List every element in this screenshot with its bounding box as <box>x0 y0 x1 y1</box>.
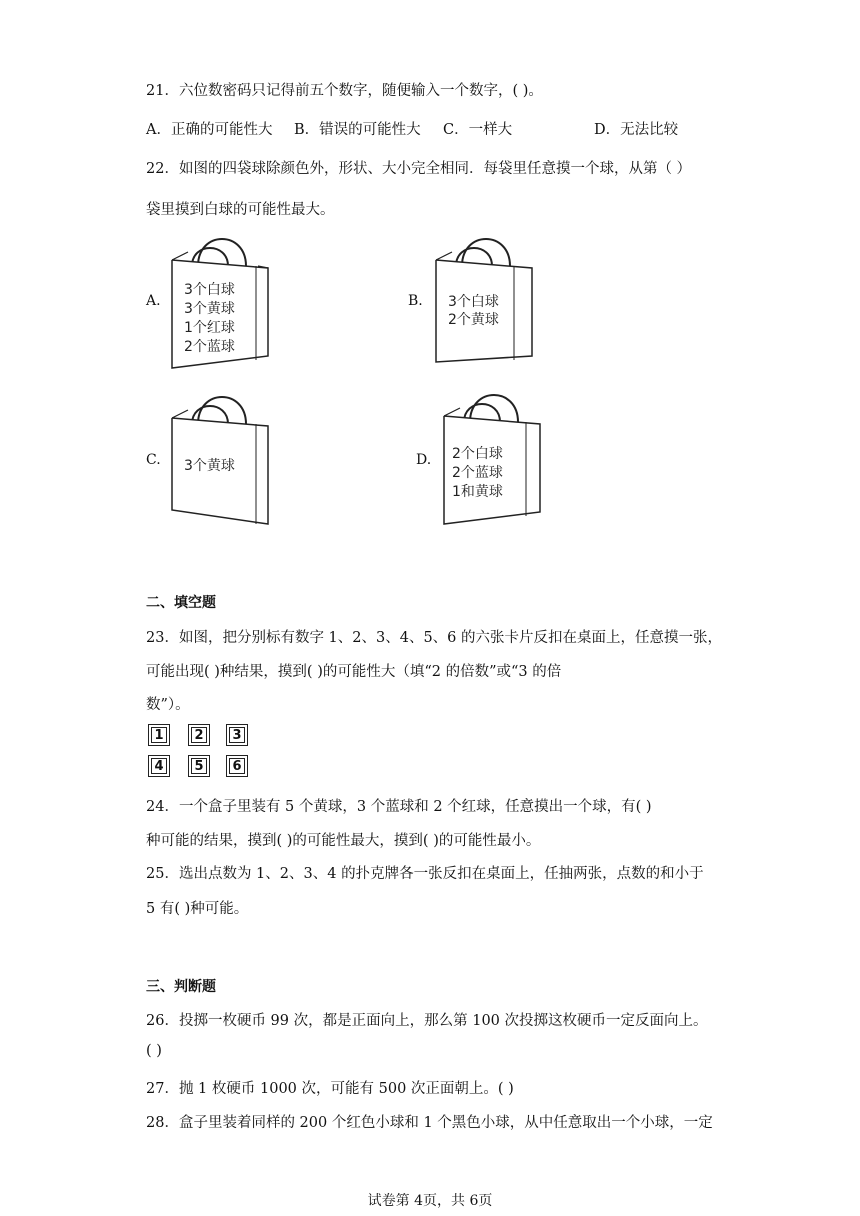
q21-option-b: B．错误的可能性大 <box>294 122 421 138</box>
q25-line2: 5 有( )种可能。 <box>146 901 249 917</box>
bag-b-line-2: 2个黄球 <box>448 312 499 328</box>
q22-line2: 袋里摸到白球的可能性最大。 <box>146 202 335 218</box>
q28-text: 28．盒子里装着同样的 200 个红色小球和 1 个黑色小球，从中任意取出一个小球，一定 <box>146 1115 713 1131</box>
q21-option-c: C．一样大 <box>443 122 513 138</box>
bag-a-line-1: 3个白球 <box>184 282 235 298</box>
bag-d-line-2: 2个蓝球 <box>452 465 503 481</box>
bag-d-image <box>440 388 544 528</box>
q27-text: 27．抛 1 枚硬币 1000 次，可能有 500 次正面朝上。( ) <box>146 1081 514 1097</box>
bag-a-line-4: 2个蓝球 <box>184 339 235 355</box>
section-fill-in-heading: 二、填空题 <box>146 595 216 611</box>
card-4: 4 <box>148 755 170 777</box>
card-1: 1 <box>148 724 170 746</box>
q25-line1: 25．选出点数为 1、2、3、4 的扑克牌各一张反扣在桌面上，任抽两张，点数的和小于 <box>146 866 704 882</box>
bag-d-line-3: 1和黄球 <box>452 484 503 500</box>
q23-line1: 23．如图，把分别标有数字 1、2、3、4、5、6 的六张卡片反扣在桌面上，任意摸一张， <box>146 630 723 646</box>
bag-a-label: A. <box>146 293 161 309</box>
q24-line2: 种可能的结果，摸到( )的可能性最大，摸到( )的可能性最小。 <box>146 833 541 849</box>
q23-line3: 数”）。 <box>146 697 190 713</box>
bag-a-line-2: 3个黄球 <box>184 301 235 317</box>
q26-line2: ( ) <box>146 1043 162 1059</box>
q21-option-d: D．无法比较 <box>594 122 679 138</box>
card-2: 2 <box>188 724 210 746</box>
card-6: 6 <box>226 755 248 777</box>
bag-b-image <box>432 232 536 372</box>
bag-c-label: C. <box>146 452 161 468</box>
q24-line1: 24．一个盒子里装有 5 个黄球，3 个蓝球和 2 个红球，任意摸出一个球，有( ) <box>146 799 652 815</box>
q22-line1: 22．如图的四袋球除颜色外，形状、大小完全相同．每袋里任意摸一个球，从第（ ） <box>146 161 692 177</box>
bag-d-line-1: 2个白球 <box>452 446 503 462</box>
q21-option-a: A．正确的可能性大 <box>146 122 273 138</box>
card-3: 3 <box>226 724 248 746</box>
q26-line1: 26．投掷一枚硬币 99 次，都是正面向上，那么第 100 次投掷这枚硬币一定反面向上。 <box>146 1013 708 1029</box>
bag-a-line-3: 1个红球 <box>184 320 235 336</box>
bag-d-label: D. <box>416 452 432 468</box>
page-footer: 试卷第 4页，共 6页 <box>367 1193 493 1209</box>
section-judgement-heading: 三、判断题 <box>146 979 216 995</box>
q23-line2: 可能出现( )种结果，摸到( )的可能性大（填“2 的倍数”或“3 的倍 <box>146 664 562 680</box>
q21-text: 21．六位数密码只记得前五个数字，随便输入一个数字，( )。 <box>146 83 543 99</box>
bag-b-label: B. <box>408 293 423 309</box>
bag-a-image <box>168 232 272 372</box>
bag-b-line-1: 3个白球 <box>448 294 499 310</box>
bag-c-line-1: 3个黄球 <box>184 458 235 474</box>
bag-c-image <box>168 390 272 530</box>
card-5: 5 <box>188 755 210 777</box>
